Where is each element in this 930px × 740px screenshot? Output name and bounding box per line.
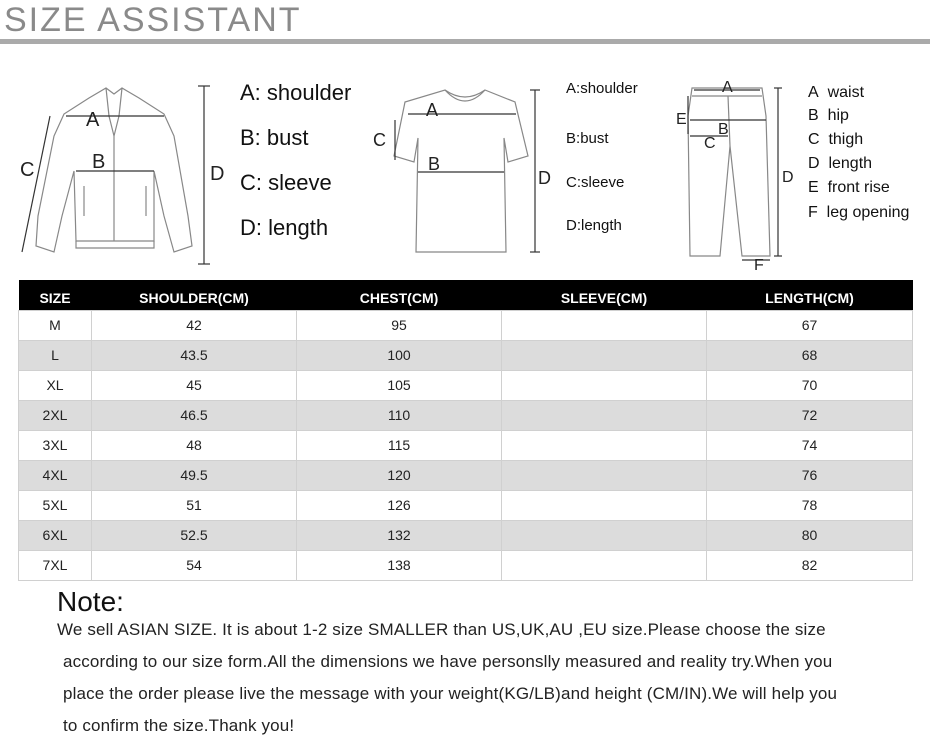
pants-marker-a: A xyxy=(722,79,733,96)
jacket-legend-row xyxy=(240,125,309,151)
tshirt-marker-c: C xyxy=(373,130,386,150)
tshirt-marker-a: A xyxy=(426,100,439,120)
note-line: place the order please live the message with your weight(KG/LB)and height (CM/IN).We will help you xyxy=(63,684,838,703)
header-shoulder: SHOULDER(CM) xyxy=(92,280,297,310)
legend-label: bust xyxy=(266,125,309,150)
cell-chest: 132 xyxy=(297,520,502,550)
cell-size: 4XL xyxy=(19,460,92,490)
legend-label: thigh xyxy=(828,131,864,148)
cell-chest: 138 xyxy=(297,550,502,580)
legend-label: bust xyxy=(580,130,609,147)
cell-shoulder: 51 xyxy=(92,490,297,520)
pants-marker-b: B xyxy=(718,121,729,138)
cell-size: M xyxy=(19,310,92,340)
pants-legend-row xyxy=(808,131,863,149)
table-row xyxy=(19,460,913,490)
header-chest: CHEST(CM) xyxy=(297,280,502,310)
cell-shoulder: 42 xyxy=(92,310,297,340)
tshirt-legend-row xyxy=(566,80,638,97)
table-row xyxy=(19,340,913,370)
cell-shoulder: 54 xyxy=(92,550,297,580)
cell-size: XL xyxy=(19,370,92,400)
pants-legend-row xyxy=(808,107,849,125)
legend-label: leg opening xyxy=(826,204,910,221)
table-row xyxy=(19,520,913,550)
cell-length: 67 xyxy=(707,310,913,340)
tshirt-legend-row xyxy=(566,217,622,234)
legend-label: length xyxy=(828,155,873,172)
cell-length: 80 xyxy=(707,520,913,550)
cell-length: 74 xyxy=(707,430,913,460)
cell-sleeve xyxy=(502,310,707,340)
pants-marker-e: E xyxy=(676,111,687,128)
legend-label: front rise xyxy=(827,179,890,196)
cell-shoulder: 48 xyxy=(92,430,297,460)
cell-chest: 95 xyxy=(297,310,502,340)
cell-length: 68 xyxy=(707,340,913,370)
cell-size: 5XL xyxy=(19,490,92,520)
jacket-legend-row xyxy=(240,170,332,196)
jacket-diagram xyxy=(14,76,224,266)
cell-length: 70 xyxy=(707,370,913,400)
tshirt-legend-row xyxy=(566,174,624,191)
note-line: We sell ASIAN SIZE. It is about 1-2 size SMALLER than US,UK,AU ,EU size.Please choose the size xyxy=(57,620,826,639)
page-title: SIZE ASSISTANT xyxy=(4,1,302,39)
tshirt-legend-row xyxy=(566,130,609,147)
legend-key: E xyxy=(808,179,819,196)
cell-shoulder: 45 xyxy=(92,370,297,400)
legend-key: B xyxy=(808,107,819,124)
cell-shoulder: 43.5 xyxy=(92,340,297,370)
cell-sleeve xyxy=(502,460,707,490)
cell-chest: 100 xyxy=(297,340,502,370)
legend-key: C xyxy=(808,131,820,148)
pants-marker-f: F xyxy=(754,257,764,272)
note-line: according to our size form.All the dimensions we have personslly measured and reality try.When you xyxy=(63,652,833,671)
cell-shoulder: 52.5 xyxy=(92,520,297,550)
jacket-marker-a: A xyxy=(86,109,100,131)
pants-legend-row xyxy=(808,204,909,222)
legend-key: C: xyxy=(566,174,581,191)
table-row xyxy=(19,430,913,460)
legend-label: shoulder xyxy=(580,80,638,97)
legend-key: D: xyxy=(240,215,262,240)
legend-key: A xyxy=(808,84,819,101)
cell-sleeve xyxy=(502,340,707,370)
table-row xyxy=(19,400,913,430)
legend-label: sleeve xyxy=(581,174,625,191)
cell-chest: 126 xyxy=(297,490,502,520)
cell-sleeve xyxy=(502,400,707,430)
pants-diagram xyxy=(670,76,800,272)
cell-chest: 120 xyxy=(297,460,502,490)
tshirt-diagram xyxy=(370,80,560,260)
legend-key: D: xyxy=(566,217,581,234)
legend-label: shoulder xyxy=(266,80,352,105)
cell-chest: 115 xyxy=(297,430,502,460)
tshirt-marker-d: D xyxy=(538,168,551,188)
legend-key: F xyxy=(808,204,818,221)
cell-shoulder: 49.5 xyxy=(92,460,297,490)
cell-size: 2XL xyxy=(19,400,92,430)
tshirt-marker-b: B xyxy=(428,154,441,174)
table-row xyxy=(19,310,913,340)
cell-size: 3XL xyxy=(19,430,92,460)
pants-marker-d: D xyxy=(782,169,794,186)
jacket-legend-row xyxy=(240,80,351,106)
legend-key: B: xyxy=(240,125,261,150)
cell-sleeve xyxy=(502,430,707,460)
jacket-marker-c: C xyxy=(20,159,35,181)
legend-label: waist xyxy=(827,84,865,101)
jacket-marker-b: B xyxy=(92,151,106,173)
header-length: LENGTH(CM) xyxy=(707,280,913,310)
table-row xyxy=(19,490,913,520)
legend-label: sleeve xyxy=(268,170,332,195)
pants-legend-row xyxy=(808,155,872,173)
size-table xyxy=(18,280,913,581)
cell-length: 78 xyxy=(707,490,913,520)
cell-length: 76 xyxy=(707,460,913,490)
table-header-row xyxy=(19,280,913,310)
jacket-legend-row xyxy=(240,215,328,241)
cell-length: 72 xyxy=(707,400,913,430)
cell-size: L xyxy=(19,340,92,370)
cell-sleeve xyxy=(502,550,707,580)
legend-key: A: xyxy=(240,80,261,105)
pants-legend-row xyxy=(808,179,890,197)
jacket-marker-d: D xyxy=(210,163,224,185)
header-sleeve: SLEEVE(CM) xyxy=(502,280,707,310)
legend-key: C: xyxy=(240,170,262,195)
table-row xyxy=(19,550,913,580)
cell-sleeve xyxy=(502,490,707,520)
cell-size: 7XL xyxy=(19,550,92,580)
title-divider xyxy=(0,39,930,44)
pants-marker-c: C xyxy=(704,135,716,152)
cell-sleeve xyxy=(502,370,707,400)
cell-chest: 105 xyxy=(297,370,502,400)
table-row xyxy=(19,370,913,400)
note-line: to confirm the size.Thank you! xyxy=(63,716,295,735)
legend-label: length xyxy=(581,217,622,234)
cell-shoulder: 46.5 xyxy=(92,400,297,430)
cell-chest: 110 xyxy=(297,400,502,430)
note-title: Note: xyxy=(57,586,124,617)
cell-sleeve xyxy=(502,520,707,550)
pants-legend-row xyxy=(808,84,864,102)
header-size: SIZE xyxy=(19,280,92,310)
legend-key: A: xyxy=(566,80,581,97)
legend-key: D xyxy=(808,155,820,172)
legend-key: B: xyxy=(566,130,581,147)
legend-label: hip xyxy=(827,107,849,124)
cell-length: 82 xyxy=(707,550,913,580)
legend-label: length xyxy=(268,215,329,240)
cell-size: 6XL xyxy=(19,520,92,550)
